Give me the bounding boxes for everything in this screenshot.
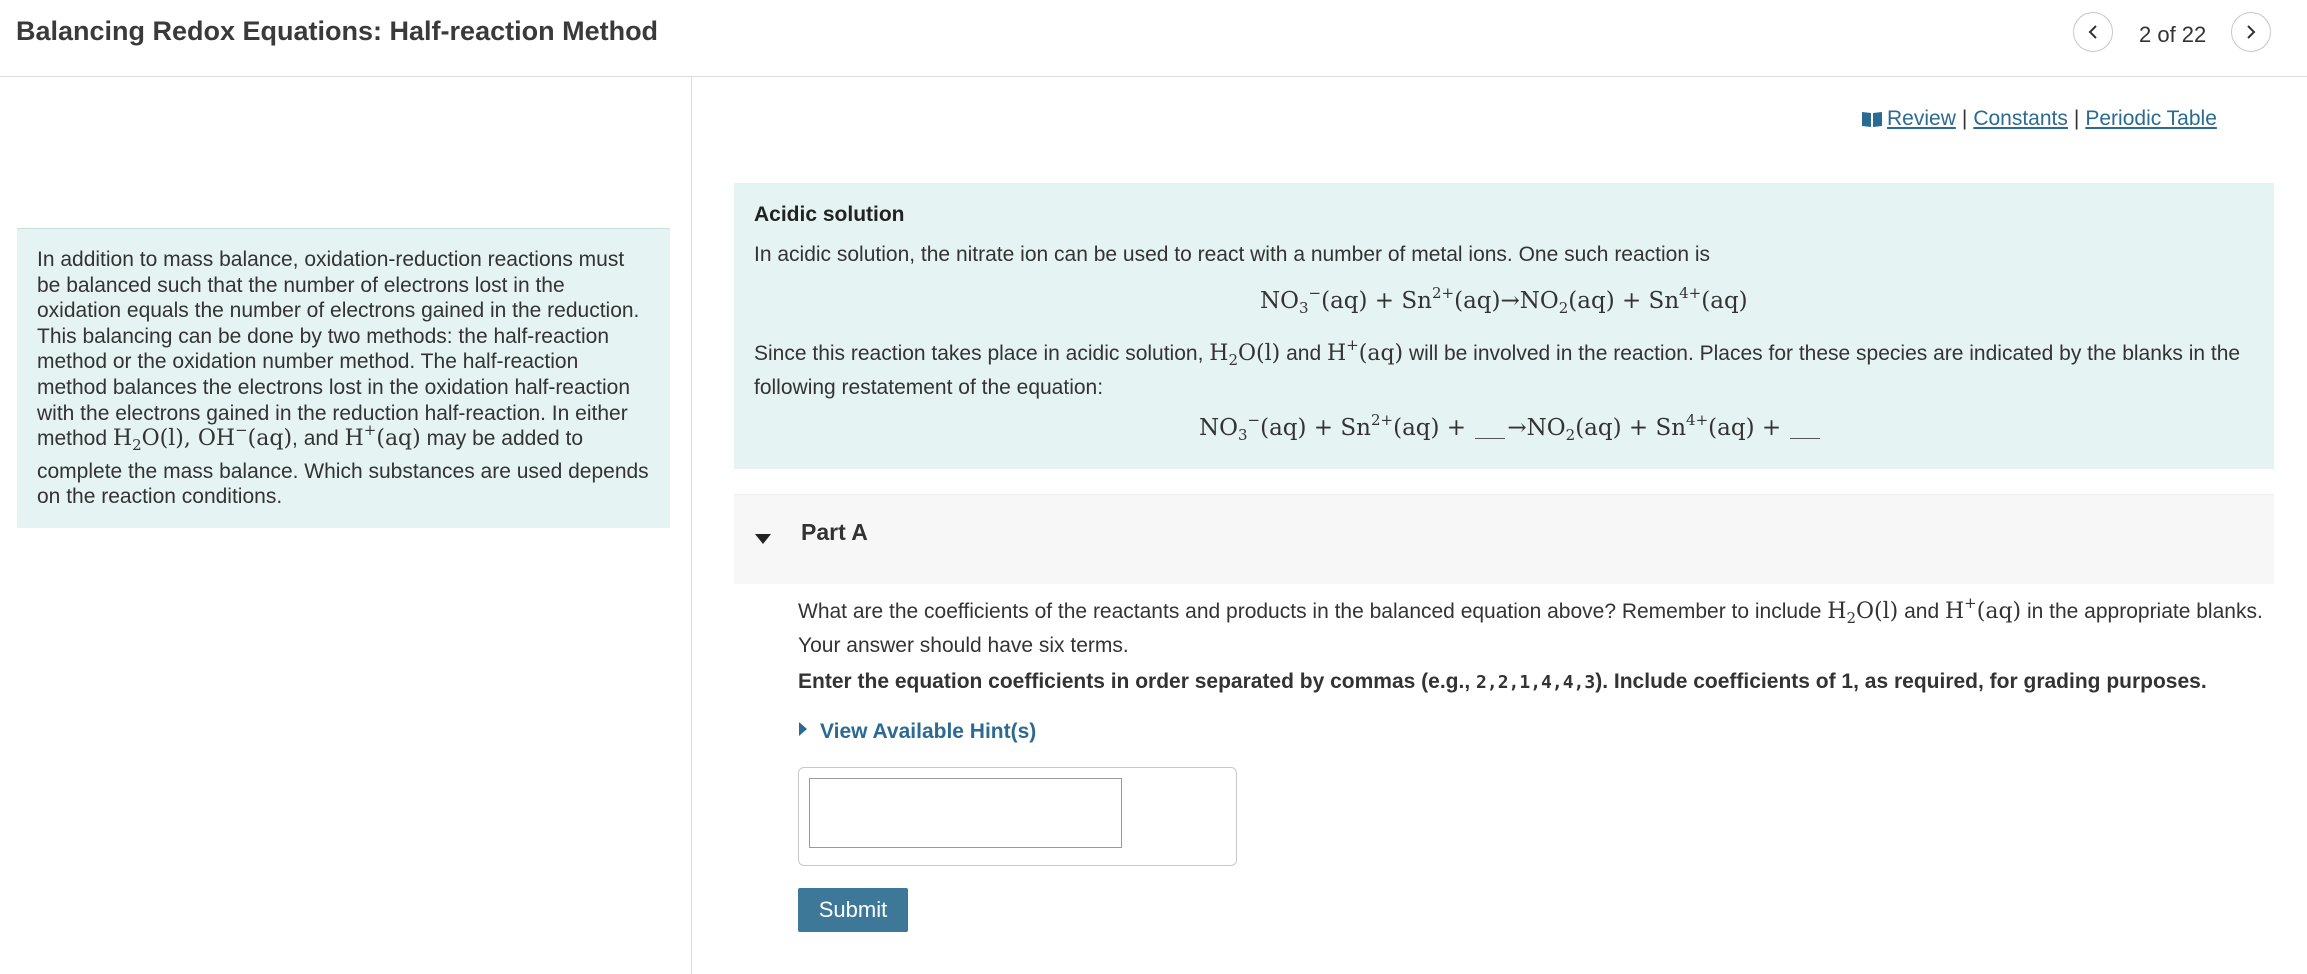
part-a-header[interactable] — [734, 494, 2274, 584]
acidic-intro-text: In acidic solution, the nitrate ion can be used to react with a number of metal ions. One such reaction is — [754, 243, 1711, 266]
review-link[interactable]: Review — [1887, 107, 1956, 130]
example-coefficients: 2,2,1,4,4,3 — [1476, 672, 1596, 693]
question-text — [798, 594, 2268, 659]
question-text-end: in the appropriate blanks. Your answer should have six terms. — [798, 600, 2263, 657]
previous-button[interactable] — [2073, 12, 2113, 52]
chevron-left-icon — [2085, 24, 2101, 40]
intro-text-end: may be added to complete the mass balance. Which substances are used depends on the reaction conditions. — [37, 427, 649, 509]
reactant-blank — [1475, 430, 1505, 439]
hydrogen-ion-formula: H+(aq) — [1944, 594, 2022, 624]
periodic-table-link[interactable]: Periodic Table — [2085, 107, 2217, 130]
and-word: and — [303, 427, 339, 451]
view-hints-label: View Available Hint(s) — [820, 720, 1037, 743]
water-formula: $H_2O(l)$ — [1827, 599, 1899, 627]
chevron-right-icon — [2243, 24, 2259, 40]
acidic-since-text: Since this reaction takes place in acidic solution, — [754, 342, 1204, 365]
panel-divider — [691, 77, 692, 974]
answer-container — [798, 767, 1237, 866]
caret-down-icon — [754, 533, 772, 545]
acidic-solution-heading: Acidic solution — [754, 203, 905, 226]
page-counter: 2 of 22 — [2139, 22, 2207, 47]
instruction-text — [798, 670, 2207, 694]
water-formula: $H_2O(l)$, OH−(aq) — [112, 421, 293, 455]
instruction-end: ). Include coefficients of 1, as required, for grading purposes. — [1595, 670, 2207, 693]
view-hints-link[interactable] — [798, 720, 1036, 744]
reaction-equation: $NO_3^-(aq) + Sn^{2+}(aq)\to NO_2(aq) + Sn^{4+}(aq)$ — [1260, 284, 1748, 317]
submit-button[interactable]: Submit — [798, 888, 908, 932]
header-bar — [0, 0, 2307, 77]
link-separator: | — [2073, 107, 2080, 130]
link-separator: | — [1961, 107, 1968, 130]
equation-with-blanks: $NO_3^-(aq) + Sn^{2+}(aq) + \to NO_2(aq) + Sn^{4+}(aq)$ + — [1199, 415, 1822, 444]
product-blank — [1790, 430, 1820, 439]
constants-link[interactable]: Constants — [1973, 107, 2068, 130]
intro-panel: In addition to mass balance, oxidation-reduction reactions must be balanced such that the number of electrons lost in the oxidation equals the number of electrons gained in the reduction. This balancing can be done by two methods: the half-reaction method or the oxidation number method. The half-reaction method balances the electrons lost in the oxidation half-reaction with the electrons gained in the reduction half-reaction. In either method $H_2O(l)$, OH−(aq), and H+(aq) may be added to complete the mass balance. Which substances are used depends on the reaction conditions. — [17, 228, 670, 528]
resource-links — [1861, 107, 2217, 131]
and-word: and — [1286, 342, 1322, 365]
book-icon — [1861, 110, 1883, 128]
and-word: and — [1904, 600, 1940, 623]
page-title: Balancing Redox Equations: Half-reaction Method — [16, 16, 659, 46]
caret-right-icon — [798, 721, 808, 737]
intro-text: In addition to mass balance, oxidation-reduction reactions must be balanced such that the number of electrons lost in the oxidation equals the number of electrons gained in the reduction. This balancing can be done by two methods: the half-reaction method or the oxidation number method. The half-reaction method balances the electrons lost in the oxidation half-reaction with the electrons gained in the reduction half-reaction. In either method — [37, 248, 640, 451]
acidic-explanation — [754, 336, 2254, 401]
acidic-since-text-end: will be involved in the reaction. Places for these species are indicated by the blanks in the following restatement of the equation: — [754, 342, 2241, 399]
next-button[interactable] — [2231, 12, 2271, 52]
instruction-start: Enter the equation coefficients in order separated by commas (e.g., — [798, 670, 1471, 693]
hydrogen-ion-formula: H+(aq) — [344, 421, 421, 452]
question-text-start: What are the coefficients of the reactants and products in the balanced equation above? Remember to include — [798, 600, 1822, 623]
part-a-title: Part A — [801, 519, 868, 545]
acidic-solution-panel — [734, 183, 2274, 469]
hydrogen-ion-formula: H+(aq) — [1326, 336, 1404, 366]
answer-input[interactable] — [809, 778, 1122, 848]
water-formula: $H_2O(l)$ — [1209, 341, 1281, 369]
